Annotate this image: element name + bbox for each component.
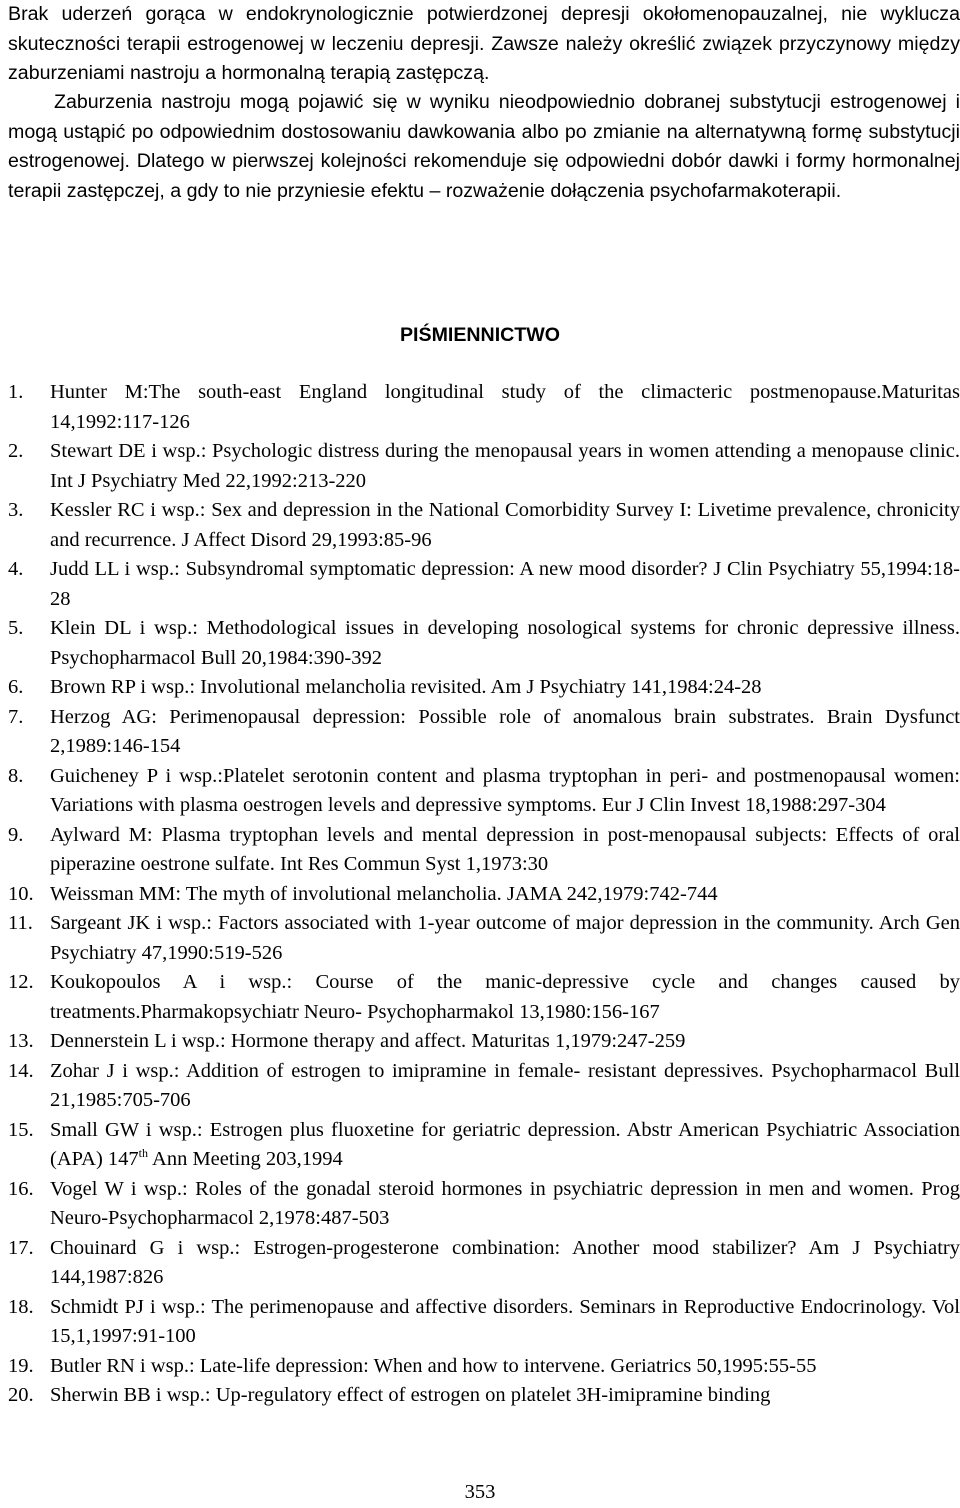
reference-item <box>0 1234 960 1293</box>
reference-text: Guicheney P i wsp.:Platelet serotonin content and plasma tryptophan in peri- and postmenopausal women: Variations with plasma oestrogen levels and depressive symptoms. Eur J Clin Invest 18,1988:297-304 <box>50 764 960 816</box>
reference-item <box>0 496 960 555</box>
reference-text: Klein DL i wsp.: Methodological issues in developing nosological systems for chronic depressive illness. Psychopharmacol Bull 20,1984:390-392 <box>50 617 960 669</box>
reference-item <box>0 555 960 614</box>
reference-item <box>0 1352 960 1382</box>
reference-text: Kessler RC i wsp.: Sex and depression in the National Comorbidity Survey I: Livetime prevalence, chronicity and recurrence. J Affect Disord 29,1993:85-96 <box>50 499 960 551</box>
reference-number: 12. <box>8 971 34 993</box>
reference-item <box>0 968 960 1027</box>
reference-number: 19. <box>8 1354 34 1377</box>
reference-number: 17. <box>8 1236 34 1259</box>
reference-number: 13. <box>8 1030 34 1052</box>
reference-item <box>0 378 960 437</box>
page-number: 353 <box>464 1481 496 1503</box>
reference-number: 8. <box>8 764 24 787</box>
reference-number: 11. <box>8 912 33 934</box>
reference-item <box>0 437 960 496</box>
reference-text: Aylward M: Plasma tryptophan levels and mental depression in post-menopausal subjects: Effects of oral piperazine oestrone sulfate. Int Res Commun Syst 1,1973:30 <box>50 823 960 875</box>
reference-text: Hunter M:The south-east England longitudinal study of the climacteric postmenopause.Maturitas 14,1992:117-126 <box>50 381 960 433</box>
reference-text: Zohar J i wsp.: Addition of estrogen to imipramine in female- resistant depressives. Psychopharmacol Bull 21,1985:705-706 <box>50 1059 960 1111</box>
reference-text: Dennerstein L i wsp.: Hormone therapy and affect. Maturitas 1,1979:247-259 <box>50 1030 686 1052</box>
body-paragraph-2: Zaburzenia nastroju mogą pojawić się w wyniku nieodpowiednio dobranej substytucji estrogenowej i mogą ustąpić po odpowiednim dostosowaniu dawkowania albo po zmianie na alternatywną formę substytucji estrogenowej. Dlatego w pierwszej kolejności rekomenduje się odpowiedni dobór dawki i formy hormonalnej terapii zastępczej, a gdy to nie przyniesie efektu – rozważenie dołączenia psychofarmakoterapii. <box>8 91 960 202</box>
reference-item <box>0 880 960 910</box>
reference-item <box>0 1116 960 1175</box>
reference-number: 6. <box>8 676 24 698</box>
reference-item <box>0 1027 960 1057</box>
reference-number: 1. <box>8 381 24 403</box>
reference-number: 15. <box>8 1118 34 1141</box>
reference-item <box>0 909 960 968</box>
reference-text: Judd LL i wsp.: Subsyndromal symptomatic depression: A new mood disorder? J Clin Psychiatry 55,1994:18-28 <box>50 558 960 610</box>
reference-text: Koukopoulos A i wsp.: Course of the manic-depressive cycle and changes caused by treatments.Pharmakopsychiatr Neuro- Psychopharmakol 13,1980:156-167 <box>50 971 960 1023</box>
reference-number: 2. <box>8 440 24 462</box>
reference-text: Herzog AG: Perimenopausal depression: Possible role of anomalous brain substrates. Brain Dysfunct 2,1989:146-154 <box>50 705 960 757</box>
reference-text: Chouinard G i wsp.: Estrogen-progesterone combination: Another mood stabilizer? Am J Psychiatry 144,1987:826 <box>50 1236 960 1288</box>
reference-item <box>0 673 960 703</box>
reference-number: 14. <box>8 1059 34 1082</box>
reference-number: 10. <box>8 882 34 905</box>
reference-text: Brown RP i wsp.: Involutional melancholia revisited. Am J Psychiatry 141,1984:24-28 <box>50 676 762 698</box>
reference-number: 5. <box>8 617 24 639</box>
reference-number: 18. <box>8 1295 34 1318</box>
reference-number: 9. <box>8 823 24 846</box>
reference-text: Butler RN i wsp.: Late-life depression: When and how to intervene. Geriatrics 50,1995:55-55 <box>50 1354 817 1377</box>
reference-item <box>0 762 960 821</box>
reference-number: 16. <box>8 1177 34 1200</box>
reference-item <box>0 703 960 762</box>
reference-item <box>0 1175 960 1234</box>
reference-item <box>0 1057 960 1116</box>
reference-number: 3. <box>8 499 24 521</box>
reference-text: Stewart DE i wsp.: Psychologic distress during the menopausal years in women attending a menopause clinic. Int J Psychiatry Med 22,1992:213-220 <box>50 440 960 492</box>
reference-text: Sherwin BB i wsp.: Up-regulatory effect of estrogen on platelet 3H-imipramine binding <box>50 1384 771 1406</box>
reference-text: Weissman MM: The myth of involutional melancholia. JAMA 242,1979:742-744 <box>50 882 718 905</box>
reference-number: 4. <box>8 558 24 580</box>
reference-number: 20. <box>8 1384 34 1406</box>
reference-item <box>0 614 960 673</box>
reference-list <box>0 378 960 1411</box>
reference-text: Sargeant JK i wsp.: Factors associated with 1-year outcome of major depression in the community. Arch Gen Psychiatry 47,1990:519-526 <box>50 912 960 964</box>
reference-text: Small GW i wsp.: Estrogen plus fluoxetine for geriatric depression. Abstr American Psychiatric Association (APA) 147th Ann Meeting 203,1994 <box>50 1118 960 1170</box>
reference-item <box>0 821 960 880</box>
reference-text: Vogel W i wsp.: Roles of the gonadal steroid hormones in psychiatric depression in men and women. Prog Neuro-Psychopharmacol 2,1978:487-503 <box>50 1177 960 1229</box>
reference-text: Schmidt PJ i wsp.: The perimenopause and affective disorders. Seminars in Reproductive Endocrinology. Vol 15,1,1997:91-100 <box>50 1295 960 1347</box>
references-heading: PIŚMIENNICTWO <box>399 324 560 346</box>
body-paragraph-1: Brak uderzeń gorąca w endokrynologicznie potwierdzonej depresji okołomenopauzalnej, nie wyklucza skuteczności terapii estrogenowej w leczeniu depresji. Zawsze należy określić związek przyczynowy między zaburzeniami nastroju a hormonalną terapią zastępczą. <box>8 3 960 84</box>
reference-item <box>0 1381 960 1411</box>
reference-item <box>0 1293 960 1352</box>
reference-number: 7. <box>8 705 24 728</box>
